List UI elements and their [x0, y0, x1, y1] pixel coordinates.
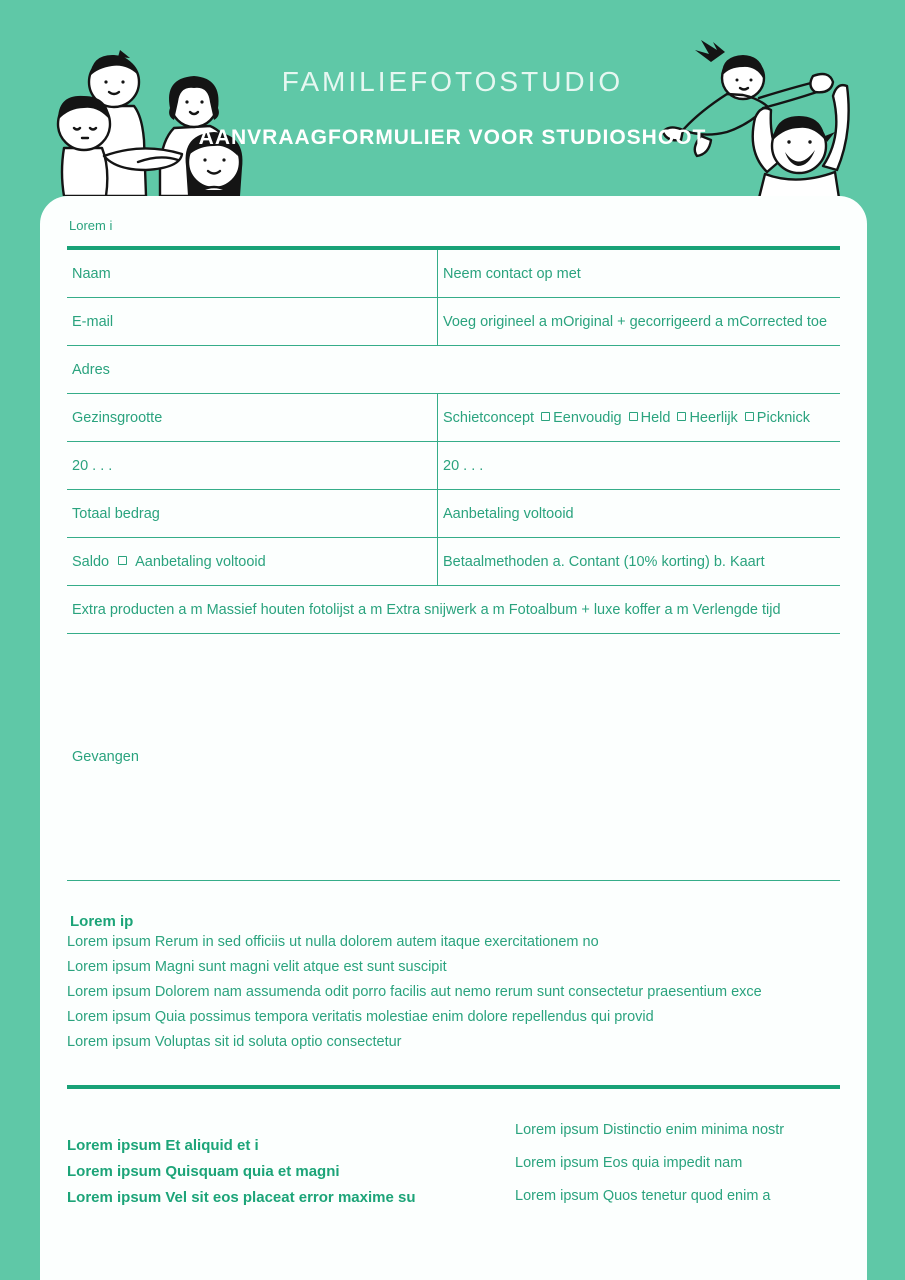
footer-bold-item: Lorem ipsum Quisquam quia et magni	[67, 1163, 340, 1180]
option-heerlijk	[670, 410, 737, 426]
field-naam-label: Naam	[72, 265, 111, 282]
row-totaal	[67, 490, 840, 538]
note-item: Lorem ipsum Magni sunt magni velit atque est sunt suscipit	[67, 959, 447, 975]
footer-item: Lorem ipsum Quos tenetur quod enim a	[515, 1188, 771, 1204]
notes-heading: Lorem ip	[70, 913, 134, 930]
field-email-label: E-mail	[72, 313, 114, 330]
field-schietconcept	[437, 394, 840, 441]
field-betaalmethoden-label: Betaalmethoden a. Contant (10% korting) b. Kaart	[437, 538, 840, 585]
option-picknick-label: Picknick	[756, 409, 810, 426]
request-form-table	[67, 246, 840, 881]
row-gezinsgrootte	[67, 394, 840, 442]
row-saldo	[67, 538, 840, 586]
field-adres-label: Adres	[72, 361, 110, 378]
option-held-label: Held	[640, 409, 671, 426]
option-held	[622, 410, 671, 426]
notes-section	[67, 913, 840, 1055]
option-heerlijk-label: Heerlijk	[689, 409, 738, 426]
form-subtitle: AANVRAAGFORMULIER VOOR STUDIOSHOOT	[198, 126, 707, 149]
aanbetaling-voltooid-label: Aanbetaling voltooid	[135, 553, 266, 570]
field-datum-links: 20 . . .	[72, 457, 113, 474]
footer-bold-item: Lorem ipsum Et aliquid et i	[67, 1137, 259, 1154]
checkbox-heerlijk-icon[interactable]	[677, 412, 686, 421]
field-extra-producten-label: Extra producten a m Massief houten fotolijst a m Extra snijwerk a m Fotoalbum + luxe koffer a m Verlengde tijd	[72, 601, 781, 618]
form-intro-label: Lorem i	[69, 218, 113, 233]
footer-item: Lorem ipsum Eos quia impedit nam	[515, 1155, 743, 1171]
checkbox-held-icon[interactable]	[629, 412, 638, 421]
field-saldo	[67, 538, 437, 585]
checkbox-eenvoudig-icon[interactable]	[541, 412, 550, 421]
schietconcept-label: Schietconcept	[443, 409, 535, 426]
footer-left-column	[67, 1089, 515, 1219]
row-adres	[67, 346, 840, 394]
checkbox-picknick-icon[interactable]	[745, 412, 754, 421]
field-gevangen-label: Gevangen	[72, 749, 139, 765]
header-banner	[0, 0, 905, 196]
studio-title: FAMILIEFOTOSTUDIO	[281, 66, 624, 97]
option-picknick	[738, 410, 810, 426]
field-totaal-label: Totaal bedrag	[72, 505, 160, 522]
field-gezinsgrootte-label: Gezinsgrootte	[72, 409, 163, 426]
row-extra-producten	[67, 586, 840, 634]
row-naam	[67, 250, 840, 298]
footer-right-column	[515, 1089, 840, 1219]
note-item: Lorem ipsum Dolorem nam assumenda odit porro facilis aut nemo rerum sunt consectetur praesentium exce	[67, 984, 762, 1000]
note-item: Lorem ipsum Voluptas sit id soluta optio consectetur	[67, 1034, 402, 1050]
footer-section	[67, 1089, 840, 1219]
field-aanbetaling-label: Aanbetaling voltooid	[437, 490, 840, 537]
row-datum	[67, 442, 840, 490]
option-eenvoudig-label: Eenvoudig	[553, 409, 622, 426]
field-datum-rechts: 20 . . .	[437, 442, 840, 489]
form-card	[40, 196, 867, 1280]
field-origineel-label: Voeg origineel a mOriginal + gecorrigeerd a mCorrected toe	[437, 298, 840, 345]
note-item: Lorem ipsum Quia possimus tempora veritatis molestiae enim dolore repellendus qui provid	[67, 1009, 654, 1025]
row-email	[67, 298, 840, 346]
row-gevangen	[67, 634, 840, 881]
saldo-label: Saldo	[72, 553, 110, 570]
footer-bold-item: Lorem ipsum Vel sit eos placeat error maxime su	[67, 1189, 416, 1206]
option-eenvoudig	[534, 410, 622, 426]
note-item: Lorem ipsum Rerum in sed officiis ut nulla dolorem autem itaque exercitationem no	[67, 934, 599, 950]
checkbox-aanbetaling-icon[interactable]	[118, 556, 127, 565]
field-contact-label: Neem contact op met	[437, 250, 840, 297]
footer-item: Lorem ipsum Distinctio enim minima nostr	[515, 1122, 785, 1138]
parent-child-illustration	[647, 40, 905, 198]
